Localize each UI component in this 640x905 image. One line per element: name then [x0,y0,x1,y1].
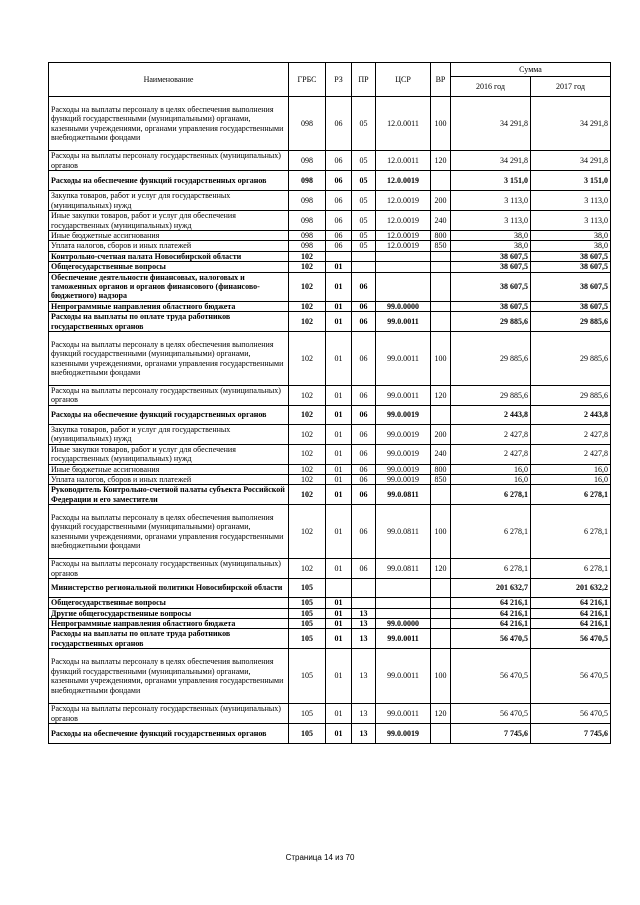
cell-rz: 01 [326,485,352,505]
cell-csr: 99.0.0811 [376,505,431,559]
table-row [49,211,611,231]
cell-csr: 99.0.0019 [376,424,431,444]
cell-y2017: 29 885,6 [531,332,611,386]
cell-csr: 12.0.0019 [376,231,431,241]
cell-y2016: 3 151,0 [451,171,531,191]
cell-name: Министерство региональной политики Новосибирской области [49,579,289,598]
cell-vr: 100 [431,332,451,386]
cell-pr: 05 [352,241,376,251]
cell-rz: 01 [326,301,352,311]
cell-vr [431,262,451,272]
table-row [49,598,611,608]
cell-pr: 06 [352,485,376,505]
cell-grbs: 102 [289,464,326,474]
cell-grbs: 102 [289,444,326,464]
cell-pr: 13 [352,629,376,649]
cell-y2017: 2 427,8 [531,424,611,444]
cell-name: Контрольно-счетная палата Новосибирской области [49,251,289,261]
cell-csr [376,608,431,618]
cell-name: Расходы на обеспечение функций государственных органов [49,171,289,191]
cell-csr: 99.0.0019 [376,723,431,743]
cell-name: Уплата налогов, сборов и иных платежей [49,474,289,484]
table-header [49,63,611,97]
cell-y2017: 38 607,5 [531,251,611,261]
cell-name: Непрограммные направления областного бюджета [49,618,289,628]
budget-table [48,62,611,744]
cell-grbs: 098 [289,171,326,191]
table-row [49,262,611,272]
cell-vr: 120 [431,559,451,579]
cell-grbs: 102 [289,505,326,559]
cell-y2017: 38,0 [531,231,611,241]
cell-y2017: 38 607,5 [531,301,611,311]
cell-pr [352,262,376,272]
cell-grbs: 102 [289,301,326,311]
cell-vr [431,272,451,301]
cell-rz: 01 [326,386,352,406]
table-row [49,424,611,444]
cell-grbs: 098 [289,231,326,241]
cell-csr: 99.0.0019 [376,464,431,474]
cell-csr: 99.0.0011 [376,312,431,332]
cell-csr: 99.0.0011 [376,629,431,649]
cell-grbs: 098 [289,191,326,211]
cell-rz: 01 [326,505,352,559]
cell-vr: 120 [431,386,451,406]
cell-grbs: 102 [289,424,326,444]
cell-csr: 12.0.0019 [376,241,431,251]
cell-grbs: 098 [289,151,326,171]
cell-rz: 06 [326,191,352,211]
cell-vr [431,618,451,628]
header-pr: ПР [352,63,376,97]
cell-name: Обеспечение деятельности финансовых, налоговых и таможенных органов и органов финансового (финансово-бюджетного) надзора [49,272,289,301]
cell-name: Общегосударственные вопросы [49,598,289,608]
cell-grbs: 102 [289,485,326,505]
cell-y2017: 64 216,1 [531,598,611,608]
cell-rz: 01 [326,608,352,618]
cell-y2016: 3 113,0 [451,211,531,231]
cell-csr: 99.0.0011 [376,704,431,724]
cell-y2016: 38 607,5 [451,301,531,311]
cell-grbs: 105 [289,579,326,598]
cell-y2017: 7 745,6 [531,723,611,743]
cell-name: Уплата налогов, сборов и иных платежей [49,241,289,251]
cell-y2016: 64 216,1 [451,618,531,628]
cell-rz: 01 [326,629,352,649]
cell-csr: 99.0.0011 [376,386,431,406]
header-name: Наименование [49,63,289,97]
cell-grbs: 102 [289,312,326,332]
cell-csr: 99.0.0019 [376,474,431,484]
cell-vr [431,251,451,261]
cell-grbs: 102 [289,262,326,272]
cell-rz: 01 [326,262,352,272]
cell-vr: 100 [431,97,451,151]
cell-vr: 100 [431,505,451,559]
cell-name: Расходы на выплаты персоналу в целях обеспечения выполнения функций государственными (муниципальными) органами, казенными учреждениями, органами управления государственными внебюджетными фондами [49,332,289,386]
cell-name: Расходы на выплаты персоналу в целях обеспечения выполнения функций государственными (муниципальными) органами, казенными учреждениями, органами управления государственными внебюджетными фондами [49,97,289,151]
cell-name: Расходы на обеспечение функций государственных органов [49,723,289,743]
cell-name: Расходы на выплаты персоналу государственных (муниципальных) органов [49,559,289,579]
cell-y2016: 56 470,5 [451,629,531,649]
cell-y2016: 38,0 [451,241,531,251]
cell-y2017: 3 113,0 [531,211,611,231]
cell-y2016: 2 427,8 [451,424,531,444]
table-row [49,485,611,505]
cell-rz: 06 [326,231,352,241]
table-row [49,505,611,559]
cell-pr: 06 [352,505,376,559]
cell-y2016: 3 113,0 [451,191,531,211]
cell-rz: 01 [326,618,352,628]
cell-y2016: 38,0 [451,231,531,241]
cell-y2017: 6 278,1 [531,505,611,559]
cell-name: Иные бюджетные ассигнования [49,231,289,241]
cell-y2016: 2 427,8 [451,444,531,464]
cell-y2017: 6 278,1 [531,559,611,579]
cell-vr: 850 [431,241,451,251]
cell-csr: 99.0.0000 [376,301,431,311]
cell-name: Расходы на выплаты по оплате труда работников государственных органов [49,312,289,332]
cell-pr: 06 [352,332,376,386]
table-row [49,301,611,311]
cell-vr [431,405,451,424]
cell-name: Расходы на выплаты персоналу государственных (муниципальных) органов [49,151,289,171]
table-row [49,272,611,301]
cell-vr [431,723,451,743]
cell-vr [431,171,451,191]
table-row [49,618,611,628]
cell-csr: 99.0.0811 [376,559,431,579]
cell-csr [376,251,431,261]
cell-vr: 200 [431,191,451,211]
cell-y2017: 2 443,8 [531,405,611,424]
cell-y2016: 29 885,6 [451,332,531,386]
cell-y2016: 29 885,6 [451,386,531,406]
cell-csr [376,262,431,272]
cell-rz: 01 [326,723,352,743]
cell-y2016: 16,0 [451,464,531,474]
cell-vr [431,312,451,332]
cell-y2017: 16,0 [531,474,611,484]
cell-pr: 13 [352,618,376,628]
cell-name: Закупка товаров, работ и услуг для государственных (муниципальных) нужд [49,424,289,444]
cell-csr: 12.0.0011 [376,151,431,171]
cell-name: Расходы на выплаты персоналу государственных (муниципальных) органов [49,704,289,724]
cell-pr [352,598,376,608]
table-row [49,474,611,484]
cell-y2017: 6 278,1 [531,485,611,505]
cell-vr: 120 [431,151,451,171]
cell-grbs: 105 [289,649,326,704]
cell-rz: 06 [326,171,352,191]
cell-pr: 05 [352,171,376,191]
table-row [49,559,611,579]
cell-csr: 12.0.0011 [376,97,431,151]
cell-grbs: 105 [289,723,326,743]
cell-pr: 06 [352,559,376,579]
cell-grbs: 102 [289,386,326,406]
cell-grbs: 105 [289,618,326,628]
cell-grbs: 102 [289,272,326,301]
cell-vr: 240 [431,211,451,231]
cell-vr: 120 [431,704,451,724]
table-row [49,386,611,406]
cell-y2017: 29 885,6 [531,312,611,332]
cell-name: Иные закупки товаров, работ и услуг для обеспечения государственных (муниципальных) нужд [49,211,289,231]
cell-csr [376,579,431,598]
cell-rz: 06 [326,211,352,231]
cell-y2017: 64 216,1 [531,608,611,618]
cell-rz: 01 [326,272,352,301]
cell-csr: 99.0.0811 [376,485,431,505]
cell-rz: 01 [326,649,352,704]
cell-pr: 13 [352,723,376,743]
cell-y2016: 16,0 [451,474,531,484]
cell-grbs: 102 [289,559,326,579]
cell-grbs: 105 [289,598,326,608]
cell-name: Закупка товаров, работ и услуг для государственных (муниципальных) нужд [49,191,289,211]
cell-rz: 01 [326,424,352,444]
cell-rz: 01 [326,559,352,579]
cell-vr: 200 [431,424,451,444]
cell-pr: 05 [352,211,376,231]
cell-pr [352,251,376,261]
cell-y2016: 29 885,6 [451,312,531,332]
cell-rz: 01 [326,464,352,474]
cell-rz: 06 [326,151,352,171]
cell-y2016: 56 470,5 [451,704,531,724]
table-row [49,444,611,464]
header-grbs: ГРБС [289,63,326,97]
cell-grbs: 102 [289,474,326,484]
cell-grbs: 098 [289,241,326,251]
table-row [49,241,611,251]
cell-y2016: 56 470,5 [451,649,531,704]
table-row [49,171,611,191]
cell-pr: 06 [352,444,376,464]
cell-y2017: 3 113,0 [531,191,611,211]
cell-pr: 06 [352,386,376,406]
cell-vr: 800 [431,464,451,474]
cell-y2017: 38 607,5 [531,262,611,272]
cell-pr: 06 [352,405,376,424]
cell-y2017: 64 216,1 [531,618,611,628]
cell-csr: 99.0.0019 [376,405,431,424]
cell-grbs: 098 [289,211,326,231]
cell-y2016: 6 278,1 [451,505,531,559]
cell-name: Расходы на выплаты персоналу государственных (муниципальных) органов [49,386,289,406]
table-row [49,231,611,241]
cell-y2017: 29 885,6 [531,386,611,406]
cell-rz: 01 [326,598,352,608]
cell-name: Расходы на выплаты персоналу в целях обеспечения выполнения функций государственными (муниципальными) органами, казенными учреждениями, органами управления государственными внебюджетными фондами [49,505,289,559]
cell-y2017: 56 470,5 [531,649,611,704]
cell-pr: 05 [352,191,376,211]
cell-csr: 99.0.0019 [376,444,431,464]
cell-y2016: 201 632,7 [451,579,531,598]
cell-name: Расходы на выплаты персоналу в целях обеспечения выполнения функций государственными (муниципальными) органами, казенными учреждениями, органами управления государственными внебюджетными фондами [49,649,289,704]
cell-grbs: 105 [289,629,326,649]
cell-vr: 100 [431,649,451,704]
table-row [49,151,611,171]
cell-y2017: 38 607,5 [531,272,611,301]
table-row [49,251,611,261]
cell-pr: 06 [352,272,376,301]
cell-y2016: 38 607,5 [451,262,531,272]
cell-y2017: 3 151,0 [531,171,611,191]
cell-y2017: 34 291,8 [531,151,611,171]
table-row [49,629,611,649]
cell-y2017: 34 291,8 [531,97,611,151]
cell-name: Непрограммные направления областного бюджета [49,301,289,311]
table-row [49,332,611,386]
cell-name: Расходы на выплаты по оплате труда работников государственных органов [49,629,289,649]
cell-name: Иные закупки товаров, работ и услуг для обеспечения государственных (муниципальных) нужд [49,444,289,464]
cell-pr: 05 [352,97,376,151]
header-vr: ВР [431,63,451,97]
cell-vr [431,579,451,598]
cell-pr: 13 [352,649,376,704]
cell-csr: 12.0.0019 [376,191,431,211]
cell-csr: 12.0.0019 [376,171,431,191]
header-year-2016: 2016 год [451,77,531,97]
cell-rz: 01 [326,704,352,724]
cell-y2016: 64 216,1 [451,598,531,608]
cell-vr: 800 [431,231,451,241]
cell-csr: 99.0.0011 [376,649,431,704]
cell-pr: 06 [352,464,376,474]
cell-grbs: 098 [289,97,326,151]
cell-vr [431,629,451,649]
cell-grbs: 105 [289,608,326,618]
cell-pr: 06 [352,301,376,311]
cell-y2016: 64 216,1 [451,608,531,618]
cell-y2017: 56 470,5 [531,704,611,724]
cell-rz: 01 [326,444,352,464]
table-row [49,191,611,211]
cell-y2017: 38,0 [531,241,611,251]
cell-csr: 12.0.0019 [376,211,431,231]
cell-vr [431,598,451,608]
table-row [49,97,611,151]
table-row [49,312,611,332]
table-row [49,608,611,618]
page-footer: Страница 14 из 70 [285,853,355,862]
table-row [49,405,611,424]
cell-pr: 13 [352,608,376,618]
cell-y2016: 34 291,8 [451,97,531,151]
cell-grbs: 105 [289,704,326,724]
header-rz: РЗ [326,63,352,97]
cell-name: Расходы на обеспечение функций государственных органов [49,405,289,424]
cell-vr [431,608,451,618]
cell-y2017: 16,0 [531,464,611,474]
table-row [49,649,611,704]
cell-y2016: 38 607,5 [451,272,531,301]
cell-y2016: 2 443,8 [451,405,531,424]
cell-vr [431,485,451,505]
table-row [49,579,611,598]
cell-name: Другие общегосударственные вопросы [49,608,289,618]
cell-csr: 99.0.0000 [376,618,431,628]
cell-name: Иные бюджетные ассигнования [49,464,289,474]
cell-vr [431,301,451,311]
cell-pr: 06 [352,474,376,484]
cell-rz: 01 [326,474,352,484]
cell-csr [376,272,431,301]
table-row [49,723,611,743]
cell-pr: 13 [352,704,376,724]
table-body [49,97,611,744]
cell-y2017: 56 470,5 [531,629,611,649]
cell-y2017: 201 632,2 [531,579,611,598]
cell-rz [326,579,352,598]
cell-y2016: 7 745,6 [451,723,531,743]
cell-grbs: 102 [289,251,326,261]
table-row [49,464,611,474]
cell-rz: 01 [326,312,352,332]
cell-y2017: 2 427,8 [531,444,611,464]
cell-vr: 850 [431,474,451,484]
cell-y2016: 34 291,8 [451,151,531,171]
header-year-2017: 2017 год [531,77,611,97]
cell-rz [326,251,352,261]
cell-pr: 05 [352,231,376,241]
cell-vr: 240 [431,444,451,464]
cell-y2016: 6 278,1 [451,485,531,505]
cell-rz: 06 [326,97,352,151]
cell-pr [352,579,376,598]
cell-y2016: 38 607,5 [451,251,531,261]
cell-grbs: 102 [289,332,326,386]
cell-pr: 05 [352,151,376,171]
cell-csr [376,598,431,608]
cell-name: Руководитель Контрольно-счетной палаты субъекта Российской Федерации и его заместители [49,485,289,505]
cell-rz: 01 [326,405,352,424]
cell-pr: 06 [352,424,376,444]
cell-rz: 06 [326,241,352,251]
header-sum: Сумма [451,63,611,77]
header-csr: ЦСР [376,63,431,97]
cell-name: Общегосударственные вопросы [49,262,289,272]
cell-csr: 99.0.0011 [376,332,431,386]
cell-rz: 01 [326,332,352,386]
cell-pr: 06 [352,312,376,332]
cell-y2016: 6 278,1 [451,559,531,579]
cell-grbs: 102 [289,405,326,424]
table-row [49,704,611,724]
